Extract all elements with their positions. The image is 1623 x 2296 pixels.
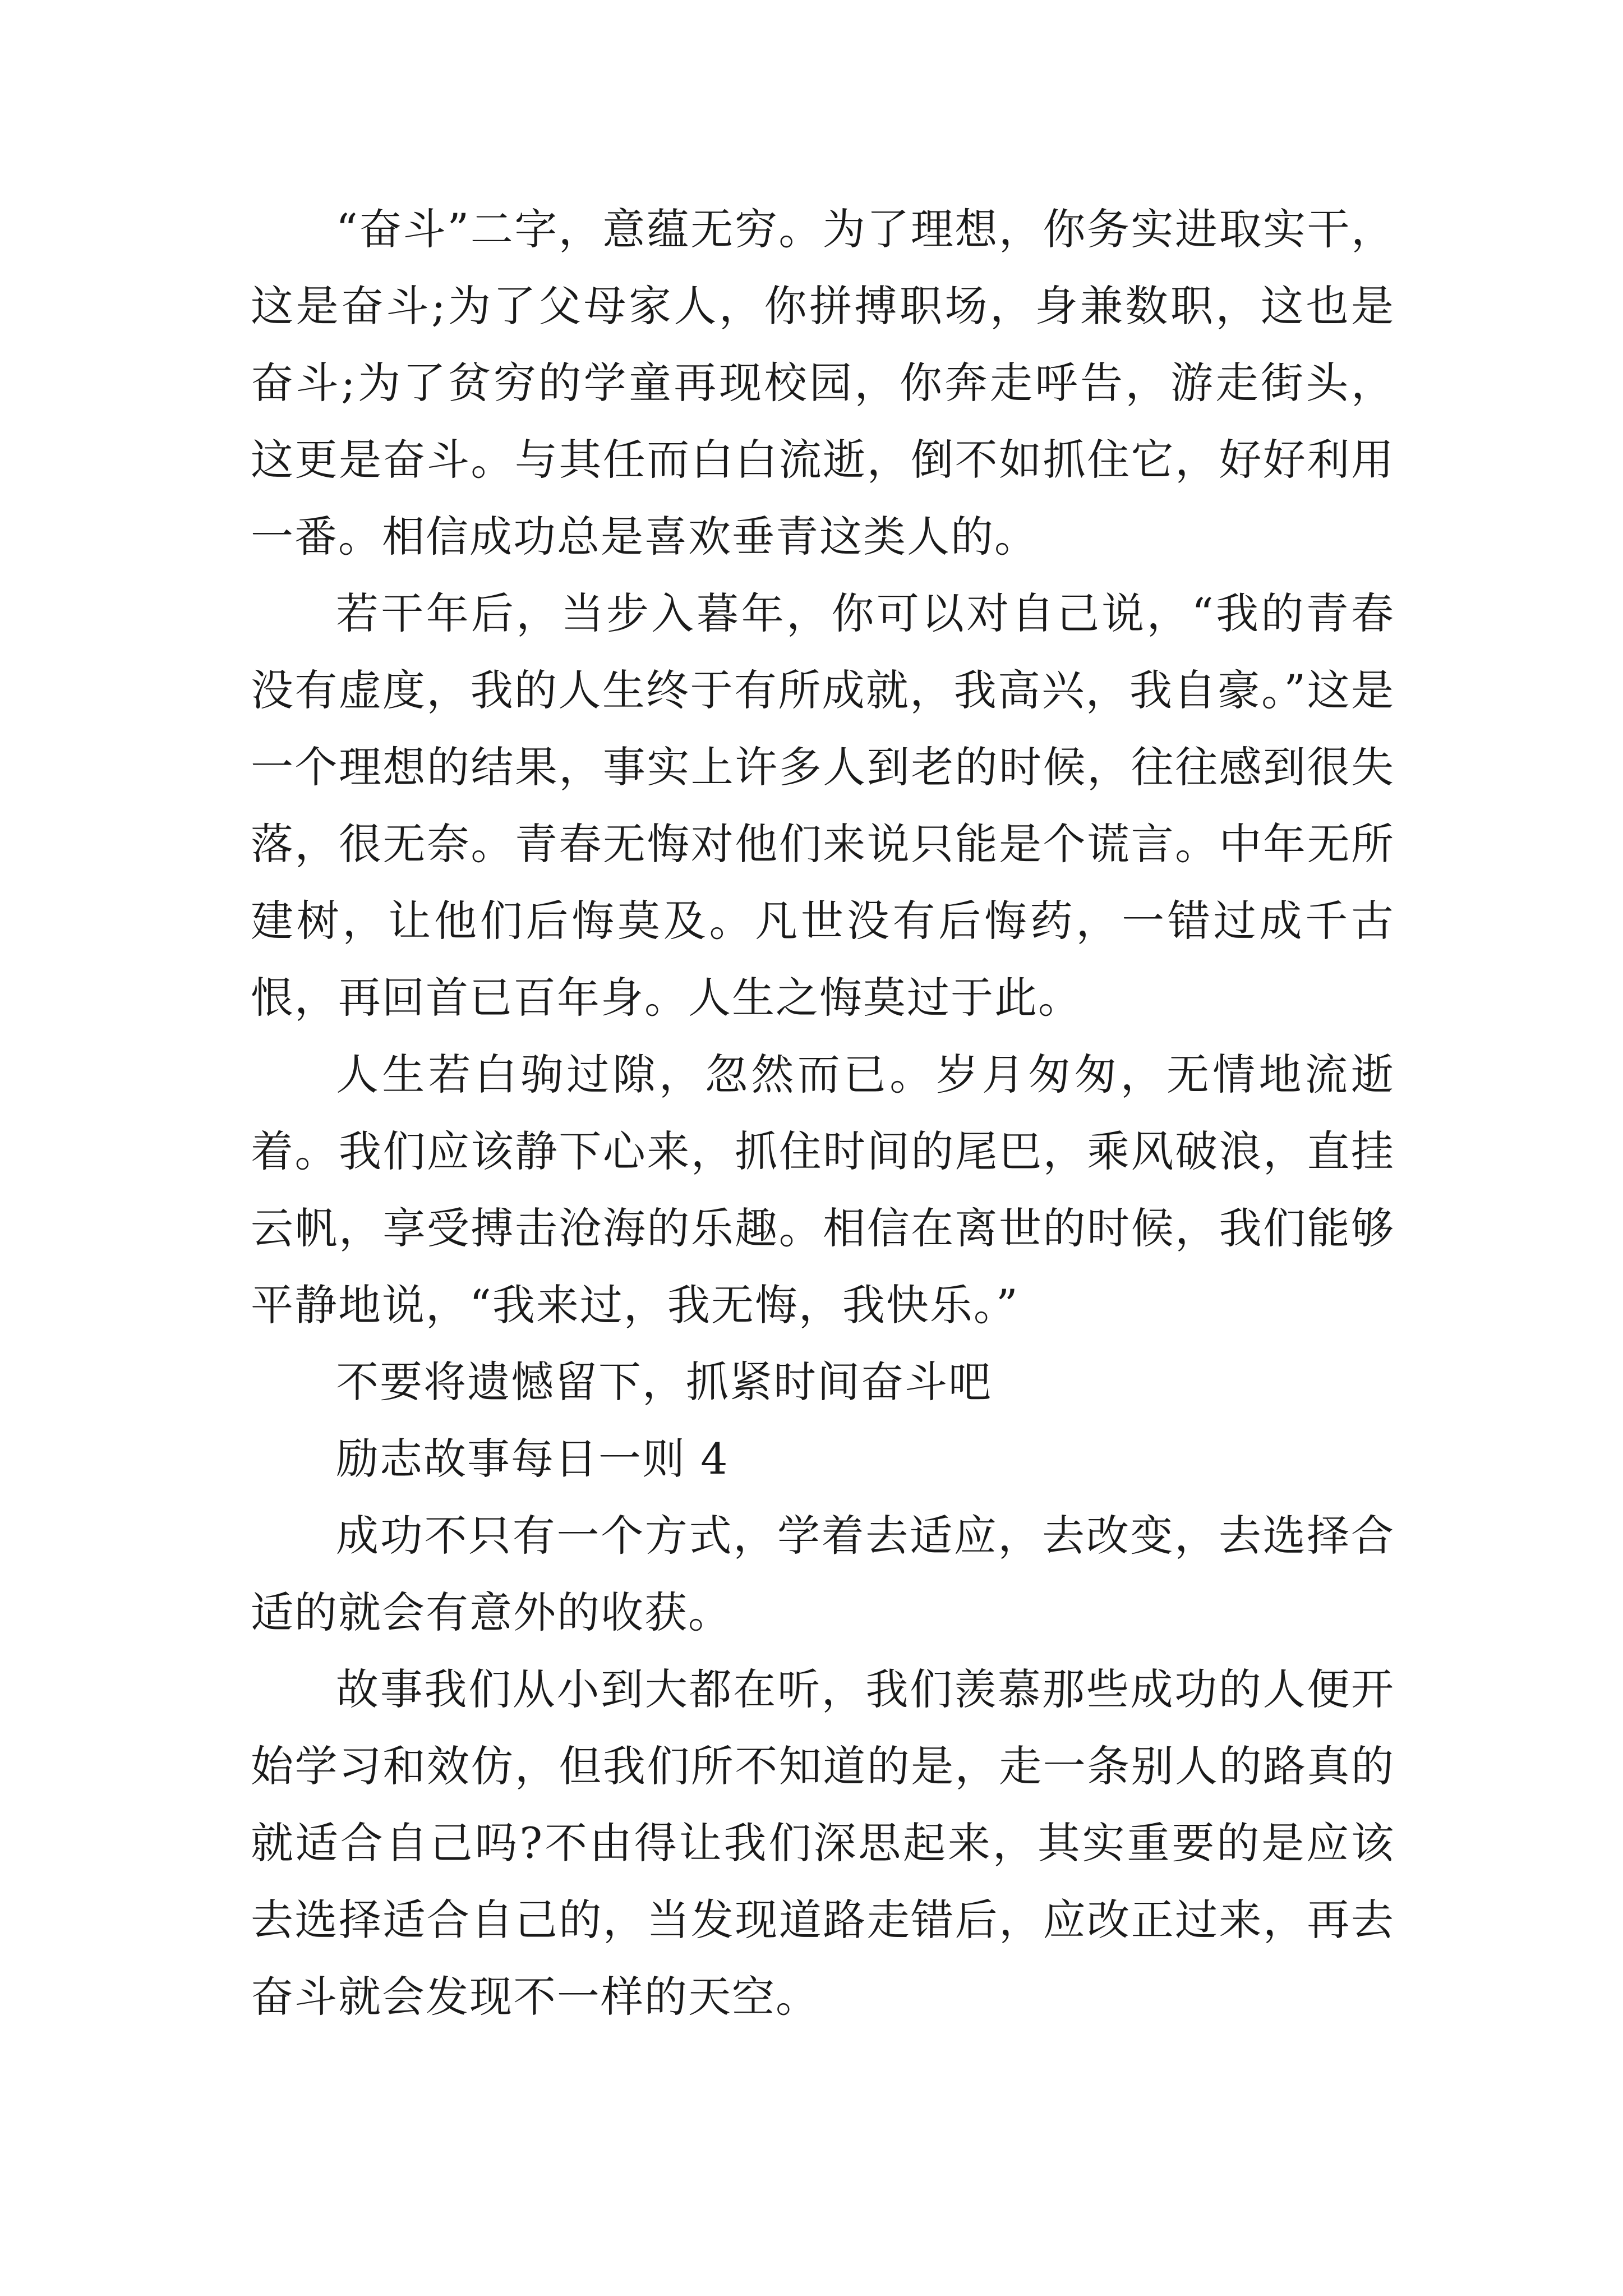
paragraph-choose-own-path: 故事我们从小到大都在听，我们羡慕那些成功的人便开始学习和效仿，但我们所不知道的是，走一条别人的路真的就适合自己吗?不由得让我们深思起来，其实重要的是应该去选择适合自己的，当发现道路走错后，应改正过来，再去奋斗就会发现不一样的天空。 <box>251 1664 1395 2022</box>
paragraph-time-passing: 人生若白驹过隙，忽然而已。岁月匆匆，无情地流逝着。我们应该静下心来，抓住时间的尾巴，乘风破浪，直挂云帆，享受搏击沧海的乐趣。相信在离世的时候，我们能够平静地说，“我来过，我无悔，我快乐。” <box>251 1050 1395 1330</box>
paragraph-struggle-meaning: “奋斗”二字，意蕴无穷。为了理想，你务实进取实干，这是奋斗;为了父母家人，你拼搏职场，身兼数职，这也是奋斗;为了贫穷的学童再现校园，你奔走呼告，游走街头，这更是奋斗。与其任而白白流逝，倒不如抓住它，好好利用一番。相信成功总是喜欢垂青这类人的。 <box>251 204 1395 562</box>
section-heading: 励志故事每日一则 4 <box>336 1434 729 1484</box>
paragraph-old-age-reflection: 若干年后，当步入暮年，你可以对自己说，“我的青春没有虚度，我的人生终于有所成就，我高兴，我自豪。”这是一个理想的结果，事实上许多人到老的时候，往往感到很失落，很无奈。青春无悔对他们来说只能是个谎言。中年无所建树，让他们后悔莫及。凡世没有后悔药，一错过成千古恨，再回首已百年身。人生之悔莫过于此。 <box>251 588 1395 1023</box>
document-body <box>251 191 1395 2035</box>
paragraph-success-ways: 成功不只有一个方式，学着去适应，去改变，去选择合适的就会有意外的收获。 <box>251 1511 1395 1637</box>
paragraph-no-regrets: 不要将遗憾留下，抓紧时间奋斗吧 <box>336 1357 992 1407</box>
